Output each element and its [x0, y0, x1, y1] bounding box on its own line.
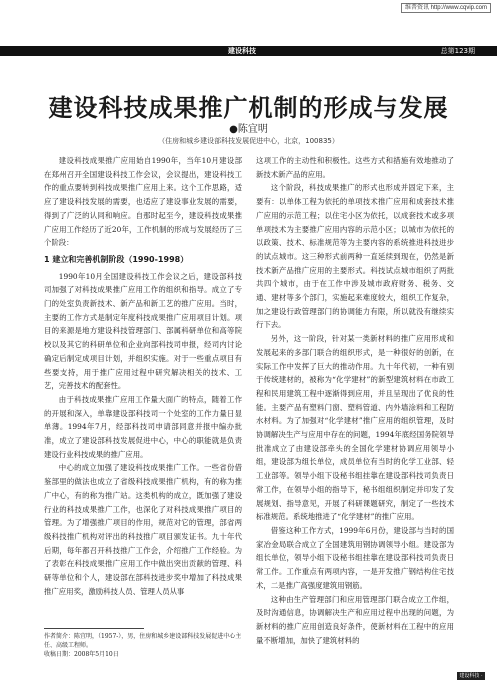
source-stamp: 维普资讯 http://www.cqvip.com — [401, 3, 491, 13]
paragraph: 这种由生产管理部门和应用管理部门联合成立工作组，及时沟通信息，协调解决生产和应用过程中出现的问题，为新材料的推广应用创造良好条件，使新材料在工程中的应用量不断增加，加快了建筑材料的 — [256, 594, 454, 645]
paragraph: 中心的成立加强了建设科技成果推广工作。一些省份借鉴部里的做法也成立了省级科技成果推广机构，有的称为推广中心，有的称为推广站。这类机构的成立，既加强了建设行业的科技成果推广工作，也深化了对科技成果推广项目的管理。为了增强推广项目的作用，规范对它的管理，部省两级科技推广机构对评出的科技推广项目颁发证书。九十年代后期，每年都召开科技推广工作会，介绍推广工作经验。为了表彰在科技成果推广应用工作中做出突出贡献的管理、科研等单位和个人，建设部在部科技进步奖中增加了科技成果推广应用奖，激励科技人员、管理人员从事 — [44, 463, 242, 596]
article-title: 建设科技成果推广机制的形成与发展 — [48, 94, 449, 122]
paragraph: 1990年10月全国建设科技工作会议之后，建设部科技司加强了对科技成果推广应用工作的组织和指导。成立了专门的处室负责新技术、新产品和新工艺的推广应用。当时，主要的工作方式是制定年度科技成果推广应用项目计划。项目的来源是地方建设科技管理部门、部属科研单位和高等院校以及其它的科研单位和企业向部科技司申报，经司内讨论确定后制定成项目计划，并组织实施。对于一些重点项目有些要支持，用于推广应用过程中研究解决相关的技术、工艺，完善技术的配套性。 — [44, 271, 242, 391]
issue-label: 总第123期 — [440, 47, 475, 55]
right-column — [256, 154, 454, 647]
paragraph: 另外，这一阶段，针对某一类新材料的推广应用形成和发展起来的多部门联合的组织形式，是一种很好的创新，在实际工作中发挥了巨大的推动作用。九十年代初，一种有别于传统建材的，被称为“化学建材”的新型建筑材料在市政工程和民用建筑工程中逐渐得到应用，并且呈现出了优良的性能。主要产品有塑料门窗、塑料管道、内外墙涂料和工程防水材料。为了加强对“化学建材”推广应用的组织管理，及时协调解决生产与应用中存在的问题，1994年底经国务院领导批准成立了由建设部牵头的全国化学建材协调应用领导小组，建设部为组长单位，成员单位有当时的化学工业部、轻工业部等。领导小组下设秘书组挂靠在建设部科技司负责日常工作，在领导小组的指导下，秘书组组织制定并印发了发展规划、指导意见，开展了科研课题研究，制定了一些技术标准规范。系统地推进了“化学建材”的推广应用。 — [256, 334, 454, 522]
page-tab: 建设科技 · — [457, 672, 485, 680]
left-column — [44, 154, 242, 599]
article-author: ●陈宜明 — [229, 124, 268, 135]
footnote — [44, 632, 244, 659]
paragraph: 这个阶段，科技成果推广的形式也形成并固定下来，主要有：以单体工程为依托的单项技术推广应用和成套技术推广应用的示范工程；以住宅小区为依托，以成套技术或多项单项技术为主要推广应用内容的示范小区；以城市为依托的以政策、技术、标准规范等为主要内容的系统推进科技进步的试点城市。这三种形式前两种一直延续到现在，仍然是新技术新产品推广应用的主要形式。科技试点城市组织了两批共四个城市，由于在工作中涉及城市政府财务、税务、交通、建材等多个部门，实施起来难度较大，组织工作复杂，加之建设行政管理部门的协调能力有限，所以就没有继续实行下去。 — [256, 183, 454, 330]
author-affiliation: （住房和城乡建设部科技发展促进中心，北京，100835） — [158, 137, 339, 145]
column-label: 建设科技 — [228, 47, 256, 55]
received-date: 收稿日期：2008年5月10日 — [44, 651, 119, 658]
paragraph: 由于科技成果推广应用工作量大面广的特点，随着工作的开展和深入，单靠建设部科技司一个处室的工作力量日显单薄。1994年7月，经部科技司申请部同意并报中编办批准，成立了建设部科技发展促进中心，中心的职能就是负责建设行业科技成果的推广应用。 — [44, 394, 242, 459]
paragraph: 这项工作的主动性和积极性。这些方式和措施有效地推动了新技术新产品的应用。 — [256, 156, 454, 179]
footnote-divider — [44, 628, 144, 629]
author-bio: 作者简介：陈宜明，（1957-），男，住房和城乡建设部科技发展促进中心主任、高级工程师。 — [44, 633, 242, 649]
paragraph: 建设科技成果推广应用始自1990年，当年10月建设部在郑州召开全国建设科技工作会议，会议提出，建设科技工作的重点要转到科技成果推广应用上来。这个工作思路，适应了建设科技发展的需要，也适应了建设事业发展的需要，得到了广泛的认同和响应。自那时起至今，建设科技成果推广应用工作经历了近20年，工作机制的形成与发展经历了三个阶段： — [44, 156, 242, 248]
paragraph: 借鉴这种工作方式，1999年6月份，建设部与当时的国家冶金局联合成立了全国建筑用钢协调领导小组。建设部为组长单位，领导小组下设秘书组挂靠在建设部科技司负责日常工作。工作重点有两项内容，一是开发推广钢结构住宅技术，二是推广高强度建筑用钢筋。 — [256, 525, 454, 590]
section-heading: 1 建立和完善机制阶段（1990-1998） — [44, 254, 189, 264]
